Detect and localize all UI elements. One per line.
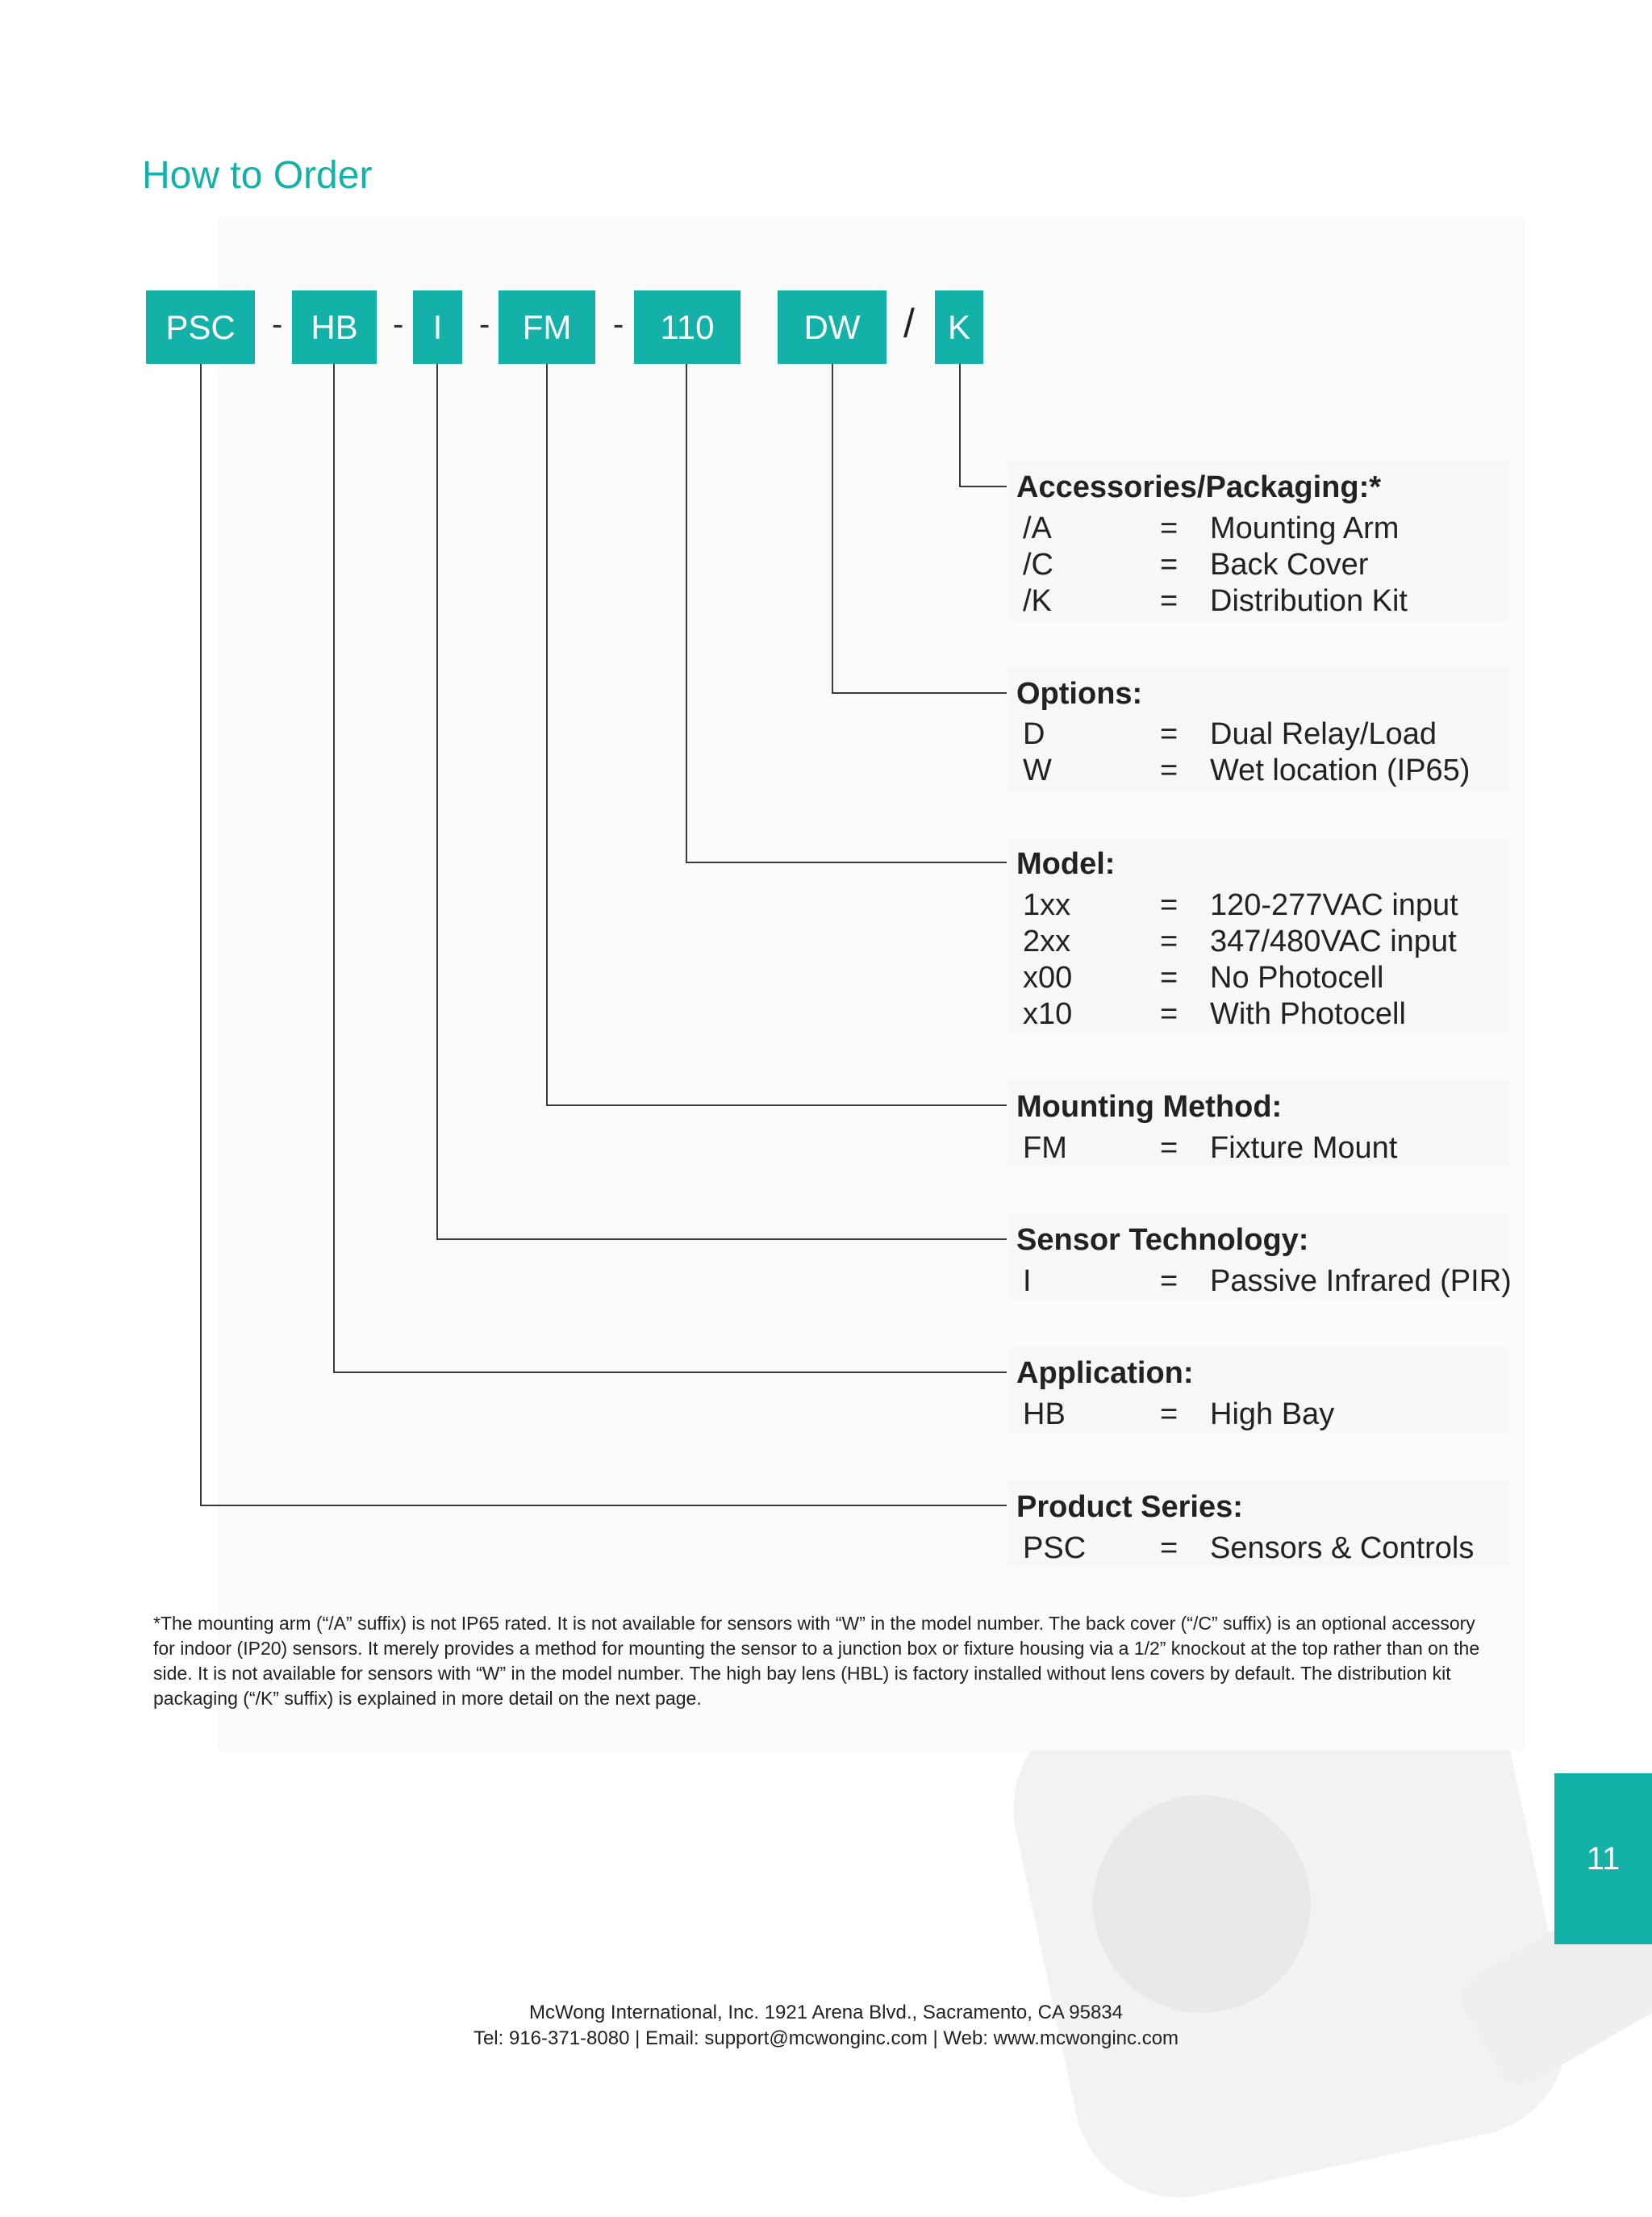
option-description: Dual Relay/Load — [1210, 717, 1437, 751]
footnote: *The mounting arm (“/A” suffix) is not IP65 rated. It is not available for sensors with “W” in the model number. The back cover (“/C” suffix) is an optional accessory for indoor (IP20) sensors. It merely provides a method for mounting the sensor to a junction box or fixture housing via a 1/2” knockout at the top rather than on the side. It is not available for sensors with “W” in the model number. The high bay lens (HBL) is factory installed without lens covers by default. The distribution kit packaging (“/K” suffix) is explained in more detail on the next page. — [153, 1613, 1480, 1709]
page-number: 11 — [1586, 1840, 1621, 1877]
connector-line-dw — [832, 692, 1007, 694]
option-description: Mounting Arm — [1210, 511, 1400, 545]
code-box-hb: HB — [292, 290, 377, 364]
connector-line-110 — [686, 364, 687, 862]
connector-line-fm — [546, 364, 548, 1105]
equals-sign: = — [1160, 1397, 1179, 1431]
option-description: Passive Infrared (PIR) — [1210, 1264, 1512, 1298]
equals-sign: = — [1160, 584, 1179, 618]
equals-sign: = — [1160, 1131, 1179, 1165]
option-description: No Photocell — [1210, 961, 1384, 995]
option-code: 1xx — [1023, 888, 1071, 922]
option-description: Back Cover — [1210, 548, 1369, 582]
option-description: Wet location (IP65) — [1210, 754, 1471, 787]
connector-line-hb — [333, 1372, 1007, 1373]
connector-line-psc — [200, 364, 202, 1505]
equals-sign: = — [1160, 754, 1179, 787]
option-code: 2xx — [1023, 925, 1071, 958]
equals-sign: = — [1160, 888, 1179, 922]
option-description: 120-277VAC input — [1210, 888, 1458, 922]
code-box-k: K — [935, 290, 983, 364]
option-code: D — [1023, 717, 1045, 751]
option-description: With Photocell — [1210, 997, 1406, 1031]
equals-sign: = — [1160, 548, 1179, 582]
option-code: HB — [1023, 1397, 1066, 1431]
section-title-model: Model: — [1016, 847, 1116, 881]
footer-address: McWong International, Inc. 1921 Arena Blvd., Sacramento, CA 95834 — [529, 2002, 1123, 2023]
option-description: 347/480VAC input — [1210, 925, 1457, 958]
option-description: Distribution Kit — [1210, 584, 1408, 618]
option-description: High Bay — [1210, 1397, 1335, 1431]
equals-sign: = — [1160, 717, 1179, 751]
page-title: How to Order — [142, 154, 373, 197]
section-title-accessories: Accessories/Packaging:* — [1016, 470, 1382, 504]
code-box-110: 110 — [634, 290, 740, 364]
connector-line-k — [959, 364, 961, 486]
equals-sign: = — [1160, 997, 1179, 1031]
option-code: W — [1023, 754, 1052, 787]
code-box-fm: FM — [499, 290, 595, 364]
section-title-sensor-technology: Sensor Technology: — [1016, 1223, 1309, 1257]
code-box-psc: PSC — [146, 290, 255, 364]
connector-line-110 — [686, 862, 1007, 863]
code-box-i: I — [413, 290, 462, 364]
equals-sign: = — [1160, 511, 1179, 545]
equals-sign: = — [1160, 925, 1179, 958]
option-code: /A — [1023, 511, 1052, 545]
connector-line-hb — [333, 364, 335, 1372]
section-title-product-series: Product Series: — [1016, 1490, 1243, 1524]
option-code: FM — [1023, 1131, 1067, 1165]
option-code: /C — [1023, 548, 1053, 582]
option-description: Sensors & Controls — [1210, 1531, 1475, 1565]
connector-line-i — [436, 1238, 1007, 1240]
code-box-dw: DW — [778, 290, 886, 364]
connector-line-i — [436, 364, 438, 1239]
section-title-mounting-method: Mounting Method: — [1016, 1090, 1283, 1124]
dash-separator: - — [393, 307, 404, 342]
equals-sign: = — [1160, 1531, 1179, 1565]
section-title-application: Application: — [1016, 1356, 1194, 1390]
slash-separator: / — [903, 301, 915, 346]
section-title-options: Options: — [1016, 677, 1143, 711]
option-code: x00 — [1023, 961, 1073, 995]
page-number-tab — [1554, 1773, 1652, 1944]
footer-contact: Tel: 916-371-8080 | Email: support@mcwonginc.com | Web: www.mcwonginc.com — [473, 2027, 1179, 2049]
dash-separator: - — [479, 307, 490, 342]
equals-sign: = — [1160, 1264, 1179, 1298]
option-description: Fixture Mount — [1210, 1131, 1398, 1165]
connector-line-k — [959, 486, 1007, 487]
dash-separator: - — [613, 307, 624, 342]
option-code: x10 — [1023, 997, 1073, 1031]
dash-separator: - — [272, 307, 283, 342]
equals-sign: = — [1160, 961, 1179, 995]
sensor-lens-watermark — [1093, 1795, 1311, 2013]
option-code: PSC — [1023, 1531, 1087, 1565]
option-code: I — [1023, 1264, 1032, 1298]
connector-line-fm — [546, 1104, 1007, 1106]
connector-line-psc — [200, 1505, 1007, 1506]
option-code: /K — [1023, 584, 1052, 618]
connector-line-dw — [832, 364, 833, 693]
